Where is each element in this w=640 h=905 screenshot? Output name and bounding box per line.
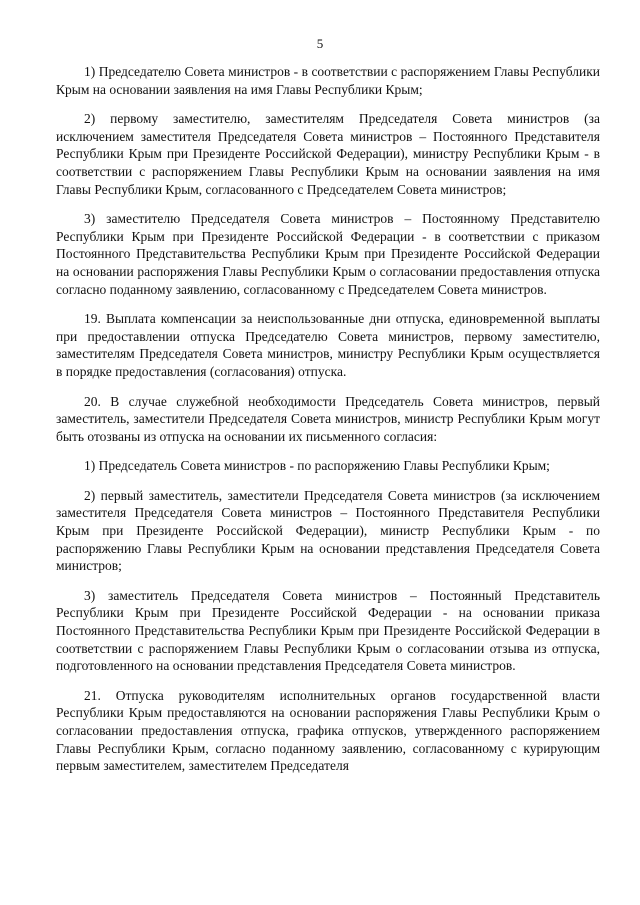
paragraph-18-3: 3) заместителю Председателя Совета министров – Постоянному Представителю Республики Крым при Президенте Российской Федерации - в соответствии с приказом Постоянного Представительства Республики Крым при Президенте Российской Федерации на основании распоряжения Главы Республики Крым о согласовании предоставления отпуска согласно поданному заявлению, согласованному с Председателем Совета министров. [56,211,600,297]
paragraph-20-2: 2) первый заместитель, заместители Председателя Совета министров (за исключением заместителя Председателя Совета министров – Постоянного Представителя Республики Крым при Президенте Российской Федерации), министр Республики Крым - по распоряжению Главы Республики Крым на основании представления Председателя Совета министров; [56,487,600,574]
paragraph-18-1: 1) Председателю Совета министров - в соответствии с распоряжением Главы Республики Крым на основании заявления на имя Главы Республики Крым; [56,64,600,97]
paragraph-20-1: 1) Председатель Совета министров - по распоряжению Главы Республики Крым; [84,458,550,474]
paragraph-18-2: 2) первому заместителю, заместителям Председателя Совета министров (за исключением заместителя Председателя Совета министров – Постоянного Представителя Республики Крым при Президенте Российской Федерации), министру Республики Крым - в соответствии с распоряжением Главы Республики Крым на основании заявления на имя Главы Республики Крым, согласованного с Председателем Совета министров; [56,111,600,197]
paragraph-21: 21. Отпуска руководителям исполнительных органов государственной власти Республики Крым предоставляются на основании распоряжения Главы Республики Крым о согласовании предоставления отпуска, графика отпусков, утвержденного распоряжением Главы Республики Крым, согласно поданному заявлению, согласованному с курирующим первым заместителем, заместителем Председателя [56,687,600,774]
page-number: 5 [316,36,324,51]
paragraph-20: 20. В случае служебной необходимости Председатель Совета министров, первый заместитель, заместители Председателя Совета министров, министр Республики Крым могут быть отозваны из отпуска на основании их письменного согласия: [56,393,600,444]
paragraph-20-3: 3) заместитель Председателя Совета министров – Постоянный Представитель Республики Крым при Президенте Российской Федерации - на основании приказа Постоянного Представительства Республики Крым при Президенте Российской Федерации в соответствии с распоряжением Главы Республики Крым о согласовании отзыва из отпуска, подготовленного на основании представления Председателя Совета министров. [56,587,600,674]
paragraph-19: 19. Выплата компенсации за неиспользованные дни отпуска, единовременной выплаты при предоставлении отпуска Председателю Совета министров, первому заместителю, заместителям Председателя Совета министров, министру Республики Крым осуществляется в порядке предоставления (согласования) отпуска. [56,311,600,379]
document-body [56,63,600,787]
